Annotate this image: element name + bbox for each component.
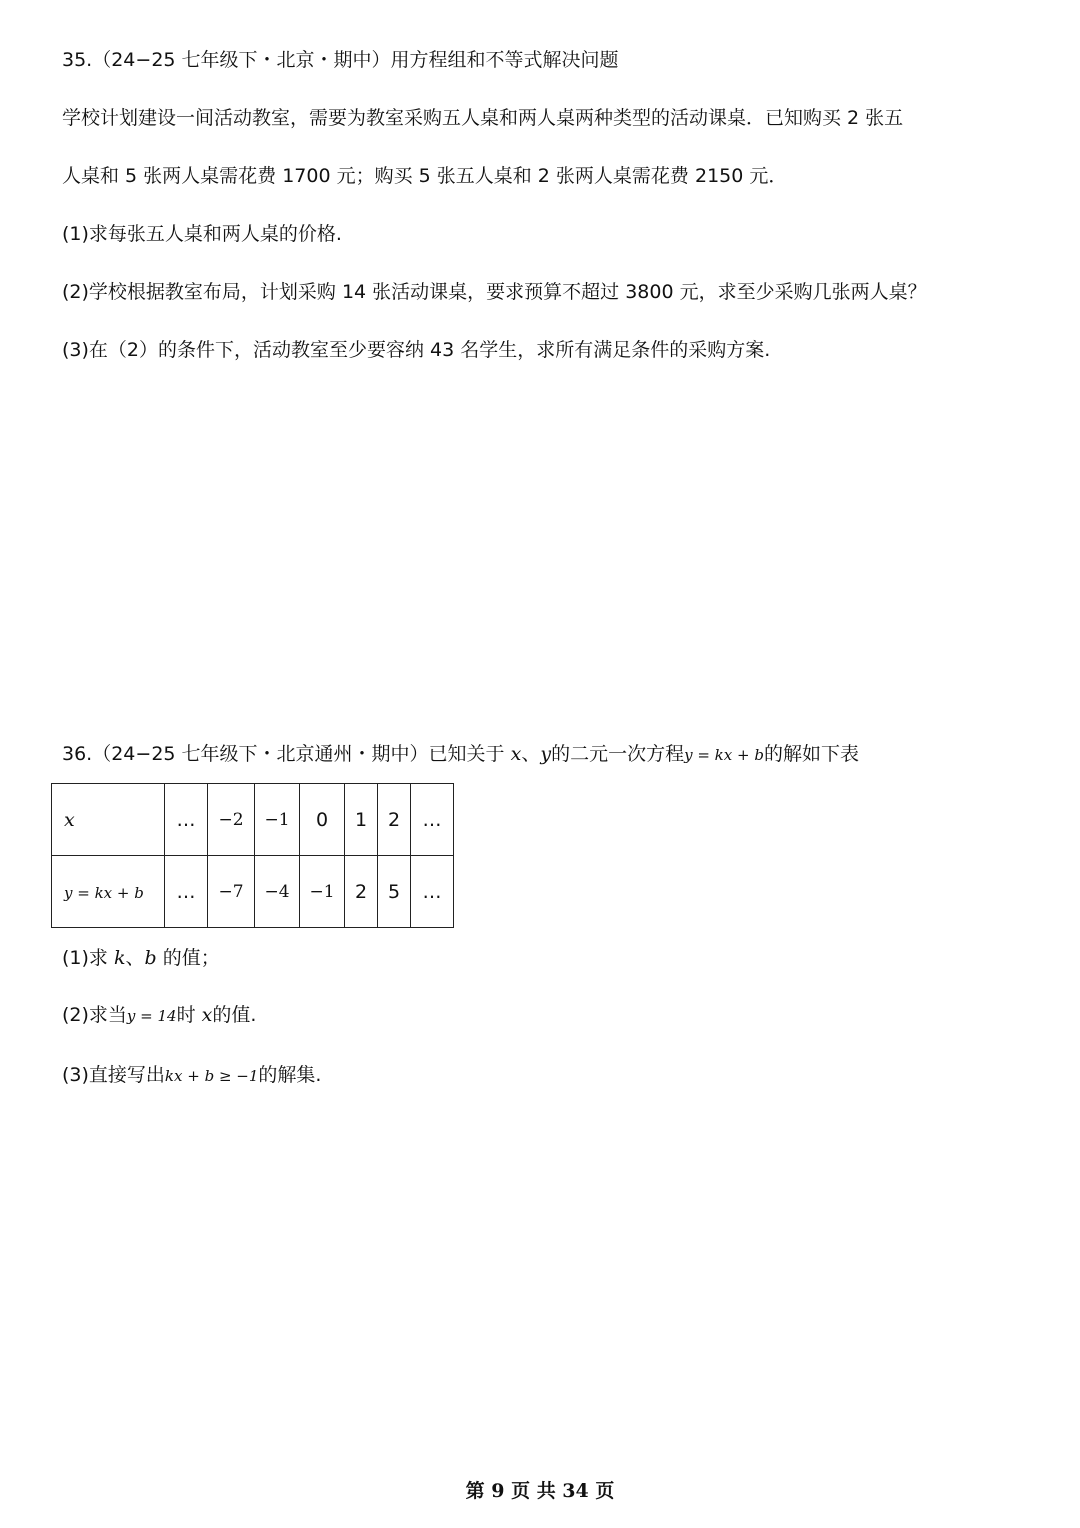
q35-source: （24−25 七年级下・北京・期中） bbox=[92, 49, 391, 71]
q36-part1: (1)求 k、b 的值； bbox=[62, 947, 220, 969]
q36-part2: (2)求当y = 14时 x的值. bbox=[62, 1004, 257, 1026]
table-cell: 2 bbox=[378, 784, 411, 856]
q36-equation: y = kx + b bbox=[684, 746, 764, 764]
table-row-x bbox=[52, 784, 454, 856]
solution-table bbox=[51, 783, 454, 928]
table-cell: … bbox=[165, 856, 208, 928]
q35-stem-line2: 人桌和 5 张两人桌需花费 1700 元；购买 5 张五人桌和 2 张两人桌需花费 2150 元． bbox=[62, 165, 788, 187]
q36-title bbox=[62, 740, 859, 769]
table-header-y: y = kx + b bbox=[52, 856, 165, 928]
q35-number: 35. bbox=[62, 49, 93, 71]
q36-stem-prefix: 已知关于 bbox=[428, 743, 505, 765]
q36-stem-mid: 的二元一次方程 bbox=[551, 743, 685, 765]
table-cell: 0 bbox=[300, 784, 345, 856]
table-cell: … bbox=[165, 784, 208, 856]
table-cell: 1 bbox=[345, 784, 378, 856]
table-cell: … bbox=[411, 856, 454, 928]
table-cell: … bbox=[411, 784, 454, 856]
table-cell: 5 bbox=[378, 856, 411, 928]
table-cell: −7 bbox=[208, 856, 255, 928]
q35-part2: (2)学校根据教室布局，计划采购 14 张活动课桌，要求预算不超过 3800 元，求至少采购几张两人桌？ bbox=[62, 281, 927, 303]
table-cell: −1 bbox=[255, 784, 300, 856]
table-cell: −2 bbox=[208, 784, 255, 856]
q35-title bbox=[62, 46, 619, 74]
q36-source: （24−25 七年级下・北京通州・期中） bbox=[92, 743, 429, 765]
q35-part1: (1)求每张五人桌和两人桌的价格. bbox=[62, 223, 342, 245]
table-cell: −1 bbox=[300, 856, 345, 928]
q36-sep: 、 bbox=[521, 743, 541, 765]
q35-topic: 用方程组和不等式解决问题 bbox=[390, 49, 619, 71]
table-cell: 2 bbox=[345, 856, 378, 928]
table-header-x: x bbox=[52, 784, 165, 856]
q36-var-x: x bbox=[510, 743, 522, 765]
q36-part3: (3)直接写出kx + b ≥ −1的解集. bbox=[62, 1064, 322, 1086]
q36-number: 36. bbox=[62, 743, 93, 765]
table-row-y bbox=[52, 856, 454, 928]
table-cell: −4 bbox=[255, 856, 300, 928]
q36-stem-suffix: 的解如下表 bbox=[763, 743, 859, 765]
q35-stem-line1: 学校计划建设一间活动教室，需要为教室采购五人桌和两人桌两种类型的活动课桌．已知购买 2 张五 bbox=[62, 107, 904, 129]
q36-var-y: y bbox=[540, 743, 552, 765]
page-footer: 第 9 页 共 34 页 bbox=[465, 1480, 615, 1502]
q35-part3: (3)在（2）的条件下，活动教室至少要容纳 43 名学生，求所有满足条件的采购方案. bbox=[62, 339, 771, 361]
